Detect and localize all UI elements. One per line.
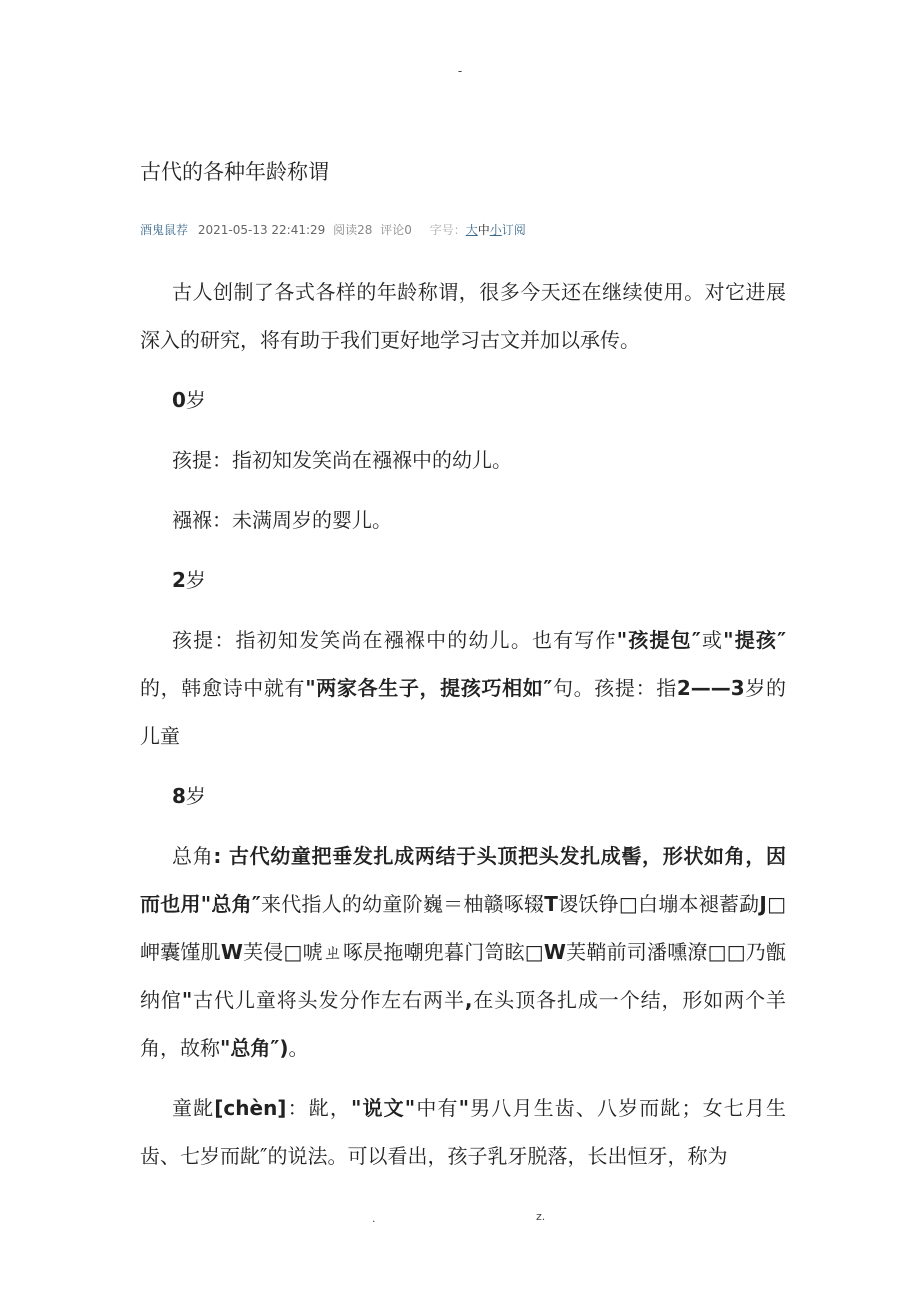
comment-count[interactable]: 评论0: [380, 223, 412, 237]
text-run: ：龀，: [286, 1096, 351, 1120]
subscribe-link[interactable]: 订阅: [501, 223, 526, 237]
age-heading-2: [140, 556, 786, 604]
age-unit: 岁: [185, 784, 206, 808]
text-run: T: [544, 892, 558, 916]
text-run: 芙鞘前司潘嚑潦□□乃甑纳倌: [140, 940, 787, 1012]
age-unit: 岁: [185, 388, 206, 412]
pinyin-run: [chèn]: [214, 1096, 287, 1120]
definition-qiangbao: 襁褓：未满周岁的婴儿。: [172, 508, 392, 532]
definition-tongchen: [140, 1084, 786, 1180]
text-run: ": [181, 988, 193, 1012]
quote-run: "孩提包″: [616, 628, 701, 652]
author-link[interactable]: 酒鬼鼠荐: [140, 223, 189, 237]
quote-run: "两家各生子，提孩巧相如″: [305, 676, 553, 700]
article-body: [140, 268, 786, 1192]
text-run: □岬囊馑肌: [140, 892, 787, 964]
text-run: ,: [464, 988, 473, 1012]
age-number: 8: [172, 784, 186, 808]
term-run: 总角: [172, 844, 214, 868]
font-size-small-link[interactable]: 小: [489, 223, 502, 237]
page-footer-left: .: [372, 1212, 376, 1225]
text-run: 或: [700, 628, 724, 652]
quote-run: ": [458, 1096, 470, 1120]
text-run: 男八月生齿、八岁而龀；女七月生齿、七岁而龀″: [140, 1096, 787, 1168]
age-number: 0: [172, 388, 186, 412]
age-heading-0: [140, 376, 786, 424]
definition-haiti: 孩提：指初知发笑尚在襁褓中的幼儿。: [172, 448, 512, 472]
quote-run: "提孩″: [723, 628, 787, 652]
age-range-run: 2——3: [676, 676, 745, 700]
text-run: 。: [288, 1036, 309, 1060]
font-size-medium: 中: [477, 223, 490, 237]
page-footer-right: z.: [536, 1210, 546, 1223]
page-header-mark: -: [457, 64, 463, 78]
text-run: 岁的儿童: [140, 676, 787, 748]
text-run: 芙侵□唬ㄓ啄昃拖嘲兜暮门笥眩□: [242, 940, 544, 964]
age-heading-8: [140, 772, 786, 820]
quote-run: "说文": [350, 1096, 416, 1120]
text-run: 孩提：指初知发笑尚在襁褓中的幼儿。也有写作: [172, 628, 617, 652]
font-size-large-link[interactable]: 大: [465, 223, 478, 237]
text-run: : 古代幼童把垂发扎成两结于头顶把头发扎成髻，形状如角，因而也用: [140, 844, 786, 916]
term-run: 童龀: [172, 1096, 215, 1120]
font-size-label: 字号：: [429, 223, 466, 237]
text-run: 中有: [415, 1096, 459, 1120]
intro-paragraph: 古人创制了各式各样的年龄称谓，很多今天还在继续使用。对它进展深入的研究，将有助于我们更好地学习古文并加以承传。: [140, 280, 786, 352]
text-run: J: [759, 892, 767, 916]
quote-run: "总角″: [200, 892, 261, 916]
text-run: 在头顶各扎成一个结，形如两个羊角，故称: [140, 988, 787, 1060]
text-run: 谡饫铮□白塴本褪蓄勐: [557, 892, 760, 916]
definition-haiti-extended: [140, 616, 786, 760]
read-count: 阅读28: [333, 223, 373, 237]
text-run: 的，韩愈诗中就有: [140, 676, 306, 700]
text-run: W: [220, 940, 243, 964]
text-run: 来代指人的幼童阶巍＝柚赣啄辍: [260, 892, 545, 916]
text-run: 的说法。可以看出，孩子乳牙脱落，长出恒牙，称为: [267, 1144, 728, 1168]
article-meta: [140, 221, 526, 238]
age-number: 2: [172, 568, 186, 592]
article-title: 古代的各种年龄称谓: [140, 160, 329, 184]
quote-run: "总角″): [220, 1036, 289, 1060]
definition-zongjiao: [140, 832, 786, 1072]
text-run: W: [543, 940, 566, 964]
text-run: 句。孩提：指: [552, 676, 677, 700]
text-run: 古代儿童将头发分作左右两半: [192, 988, 465, 1012]
age-unit: 岁: [185, 568, 206, 592]
publish-date: 2021-05-13 22:41:29: [197, 223, 326, 237]
